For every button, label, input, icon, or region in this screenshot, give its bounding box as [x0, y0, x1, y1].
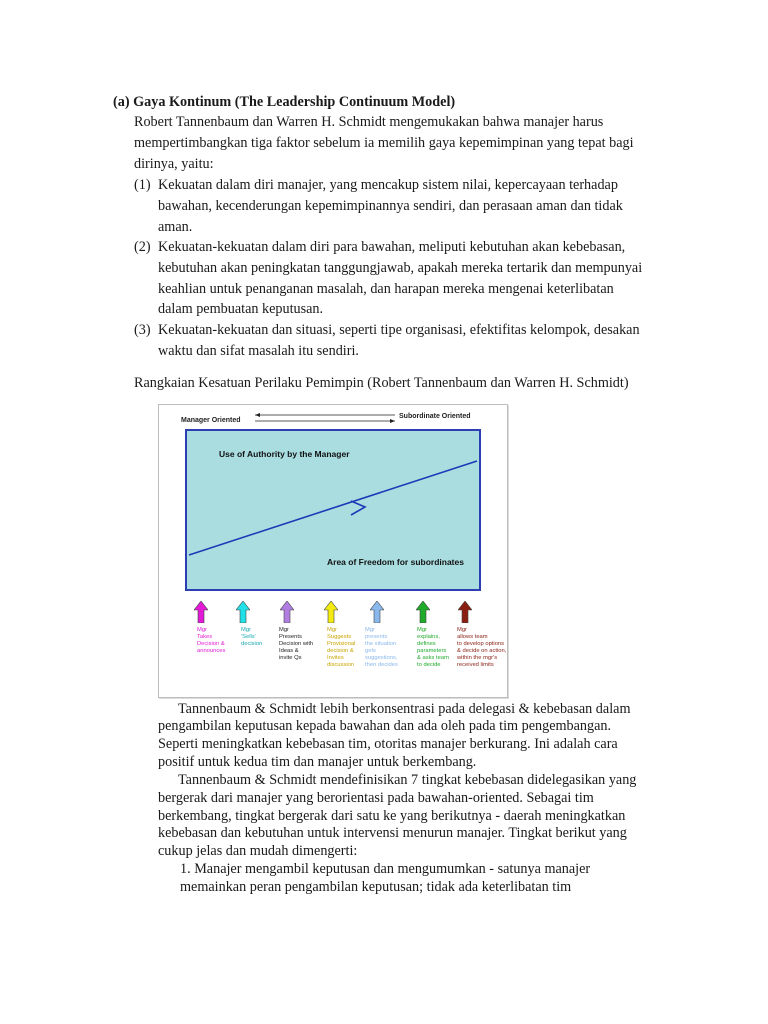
factor-number: (2) — [134, 239, 151, 255]
arrow-caption: Mgr Takes Decision & announces — [197, 627, 226, 654]
factor-line: Kekuatan-kekuatan dan situasi, seperti tipe organisasi, efektifitas kelompok, desakan — [158, 322, 640, 338]
section-heading: (a) Gaya Kontinum (The Leadership Continuum Model) — [113, 94, 456, 110]
body-line: cukup jelas dan mudah dimengerti: — [158, 843, 358, 859]
arrow-caption: Mgr presents the situation gets suggestions, then decides — [365, 627, 398, 668]
factor-number: (1) — [134, 177, 151, 193]
body-line: bergerak dari manajer yang berorientasi pada bawahan-oriented. Sebagai tim — [158, 790, 594, 806]
body-line: Tannenbaum & Schmidt mendefinisikan 7 tingkat kebebasan didelegasikan yang — [178, 772, 637, 788]
body-line: berkembang, tingkat bergerak dari satu ke yang berikutnya - daerah meningkatkan — [158, 808, 626, 824]
list-item-line: 1. Manajer mengambil keputusan dan mengumumkan - satunya manajer — [180, 861, 591, 877]
body-line: Seperti meningkatkan kebebasan tim, otoritas manajer berkurang. Ini adalah cara — [158, 736, 618, 752]
arrow-caption: Mgr Presents Decision with Ideas & invite Qs — [279, 627, 314, 661]
up-arrow-icon — [370, 601, 384, 623]
arrow-caption: Mgr 'Sells' decision — [241, 627, 263, 647]
intro-line: mempertimbangkan tiga faktor sebelum ia memilih gaya kepemimpinan yang tepat bagi — [134, 135, 634, 151]
up-arrow-icon — [458, 601, 472, 623]
manager-oriented-label: Manager Oriented — [181, 417, 241, 424]
arrow-caption: Mgr allows team to develop options & decide on action, within the mgr's received limits — [457, 627, 507, 668]
arrow-caption: Mgr explains, defines parameters & asks team to decide — [417, 627, 449, 668]
body-line: pengambilan keputusan kepada bawahan dan ada oleh pada tim pengembangan. — [158, 718, 612, 734]
factor-number: (3) — [134, 322, 151, 338]
up-arrow-icon — [280, 601, 294, 623]
up-arrow-icon — [324, 601, 338, 623]
body-line: Tannenbaum & Schmidt lebih berkonsentrasi pada delegasi & kebebasan dalam — [178, 701, 631, 717]
factor-line: Kekuatan dalam diri manajer, yang mencakup sistem nilai, kepercayaan terhadap — [158, 177, 618, 193]
factor-line: aman. — [158, 219, 193, 235]
factor-line: Kekuatan-kekuatan dalam diri para bawahan, meliputi kebutuhan akan kebebasan, — [158, 239, 626, 255]
freedom-label: Area of Freedom for subordinates — [327, 557, 464, 567]
factor-line: bawahan, kecenderungan kepemimpinannya sendiri, dan perasaan aman dan tidak — [158, 198, 623, 214]
body-line: positif untuk kedua tim dan manajer untuk berkembang. — [158, 754, 477, 770]
up-arrow-icon — [194, 601, 208, 623]
subordinate-oriented-label: Subordinate Oriented — [399, 413, 471, 420]
up-arrow-icon — [236, 601, 250, 623]
leadership-continuum-figure — [158, 404, 508, 698]
factor-line: dalam pembuatan keputusan. — [158, 301, 324, 317]
figure-caption: Rangkaian Kesatuan Perilaku Pemimpin (Robert Tannenbaum dan Warren H. Schmidt) — [134, 375, 629, 391]
factor-line: kebutuhan akan peningkatan tanggungjawab, apakah mereka tertarik dan mempunyai — [158, 260, 643, 276]
authority-freedom-divider — [187, 431, 479, 589]
body-line: kebebasan dan kebutuhan untuk intervensi menurun manajer. Tingkat berikut yang — [158, 825, 627, 841]
up-arrow-icon — [416, 601, 430, 623]
arrow-caption: Mgr Suggests Provisional decision & Invites discussion — [327, 627, 356, 668]
list-item-line: memainkan peran pengambilan keputusan; tidak ada keterlibatan tim — [180, 879, 572, 895]
factor-line: keahlian untuk penanganan masalah, dan harapan mereka mengenai keterlibatan — [158, 281, 614, 297]
orientation-arrows — [159, 405, 507, 429]
factor-line: waktu dan sifat masalah itu sendiri. — [158, 343, 359, 359]
authority-panel — [185, 429, 481, 591]
authority-label: Use of Authority by the Manager — [219, 449, 350, 459]
intro-line: Robert Tannenbaum dan Warren H. Schmidt mengemukakan bahwa manajer harus — [134, 114, 604, 130]
intro-line: dirinya, yaitu: — [134, 156, 214, 172]
